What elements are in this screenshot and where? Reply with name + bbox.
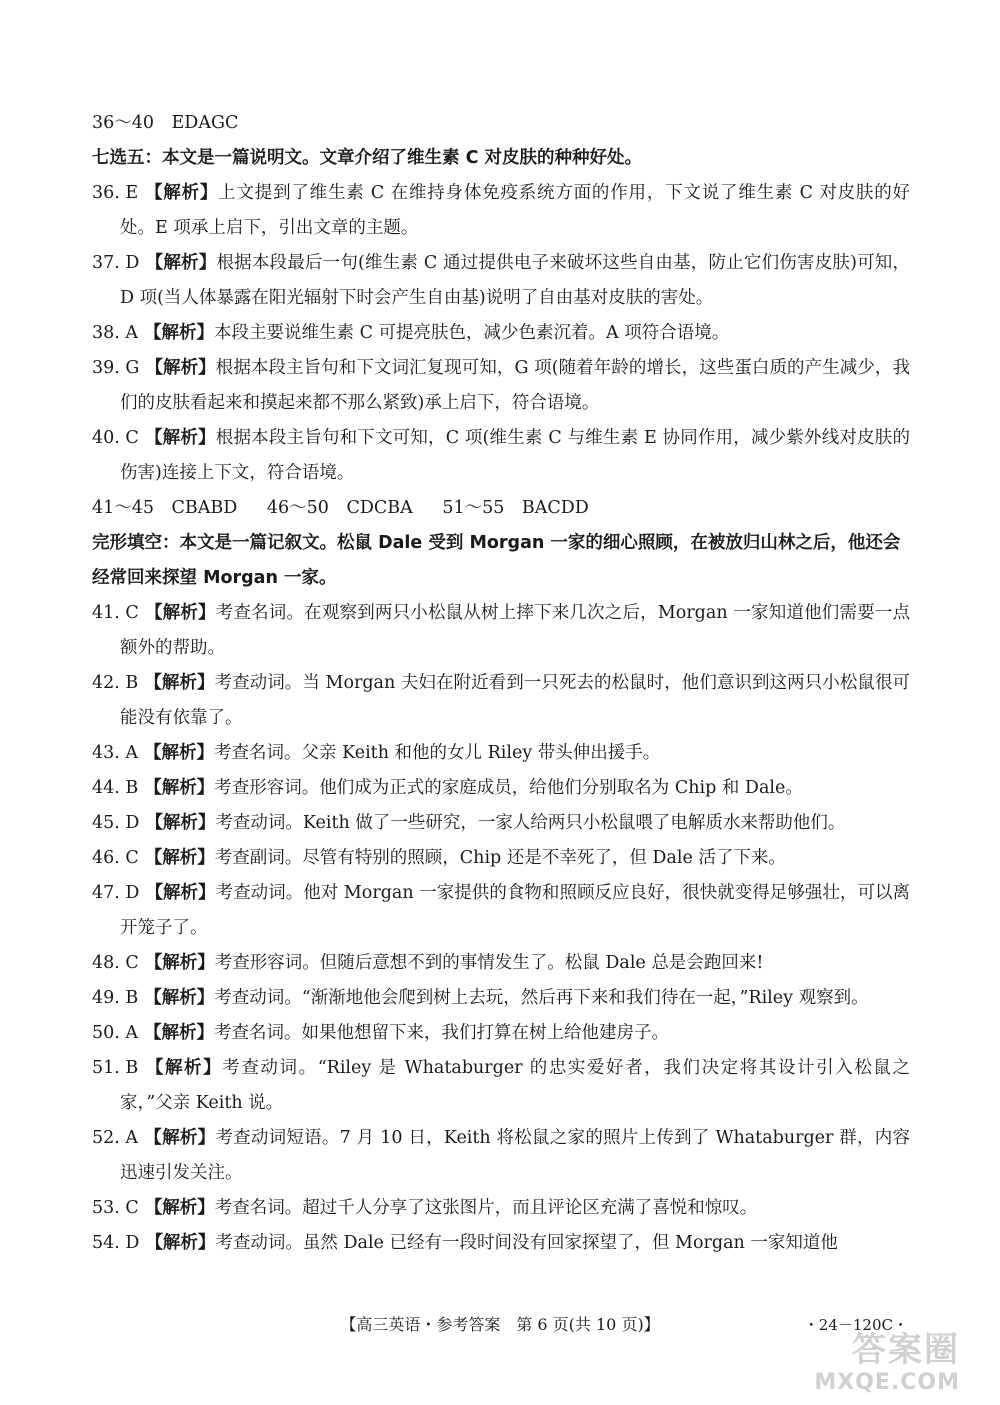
analysis-tag: 【解析】 xyxy=(144,323,215,343)
item-number: 41. C xyxy=(92,603,139,623)
item-number: 53. C xyxy=(92,1198,139,1218)
answer-line-36-40: 36～40 EDAGC xyxy=(92,113,239,133)
analysis-tag: 【解析】 xyxy=(144,1198,215,1218)
analysis-text: 上文提到了维生素 C 在维持身体免疫系统方面的作用，下文说了维生素 C 对皮肤的好处。E 项承上启下，引出文章的主题。 xyxy=(120,183,911,238)
analysis-tag: 【解析】 xyxy=(144,1128,216,1148)
analysis-text: 考查名词。在观察到两只小松鼠从树上摔下来几次之后，Morgan 一家知道他们需要一点额外的帮助。 xyxy=(120,603,911,658)
analysis-text: 考查动词。“Riley 是 Whataburger 的忠实爱好者，我们决定将其设计引入松鼠之家，”父亲 Keith 说。 xyxy=(120,1058,910,1113)
section2-item-list xyxy=(92,596,910,1261)
paper-code: ・24－120C・ xyxy=(803,1316,908,1334)
section-heading-cloze: 完形填空：本文是一篇记叙文。松鼠 Dale 受到 Morgan 一家的细心照顾，在被放归山林之后，他还会经常回来探望 Morgan 一家。 xyxy=(92,533,901,588)
analysis-tag: 【解析】 xyxy=(144,603,216,623)
analysis-text: 考查动词。当 Morgan 夫妇在附近看到一只死去的松鼠时，他们意识到这两只小松鼠很可能没有依靠了。 xyxy=(120,673,910,728)
analysis-item xyxy=(92,316,910,351)
watermark-logo xyxy=(760,1330,960,1400)
item-number: 37. D xyxy=(92,253,140,273)
page-footer: 【高三英语・参考答案 第 6 页(共 10 页)】 xyxy=(340,1315,660,1334)
analysis-tag: 【解析】 xyxy=(144,1058,223,1078)
analysis-text: 考查名词。父亲 Keith 和他的女儿 Riley 带头伸出援手。 xyxy=(214,743,661,763)
item-number: 40. C xyxy=(92,428,139,448)
analysis-tag: 【解析】 xyxy=(144,988,215,1008)
item-number: 42. B xyxy=(92,673,139,693)
analysis-item xyxy=(92,736,910,771)
analysis-item xyxy=(92,1016,910,1051)
analysis-item xyxy=(92,946,910,981)
analysis-tag: 【解析】 xyxy=(144,673,215,693)
analysis-item xyxy=(92,176,910,246)
analysis-item xyxy=(92,771,910,806)
analysis-item xyxy=(92,1121,910,1191)
item-number: 48. C xyxy=(92,953,139,973)
analysis-text: 考查副词。尽管有特别的照顾，Chip 还是不幸死了，但 Dale 活了下来。 xyxy=(214,848,786,868)
analysis-text: 考查动词。Keith 做了一些研究，一家人给两只小松鼠喂了电解质水来帮助他们。 xyxy=(215,813,846,833)
analysis-item xyxy=(92,596,910,666)
analysis-item xyxy=(92,981,910,1016)
item-number: 39. G xyxy=(92,358,140,378)
section1-item-list xyxy=(92,176,910,491)
analysis-tag: 【解析】 xyxy=(144,743,215,763)
item-number: 45. D xyxy=(92,813,140,833)
analysis-tag: 【解析】 xyxy=(144,848,215,868)
analysis-tag: 【解析】 xyxy=(144,183,219,203)
analysis-tag: 【解析】 xyxy=(145,1233,216,1253)
analysis-text: 本段主要说维生素 C 可提亮肤色，减少色素沉着。A 项符合语境。 xyxy=(214,323,730,343)
answer-group-41-45: 41～45 CBABD xyxy=(92,498,238,518)
analysis-text: 考查动词。“渐渐地他会爬到树上去玩，然后再下来和我们待在一起，”Riley 观察到。 xyxy=(214,988,869,1008)
item-number: 43. A xyxy=(92,743,139,763)
item-number: 36. E xyxy=(92,183,139,203)
answer-group-51-55: 51～55 BACDD xyxy=(442,498,589,518)
analysis-tag: 【解析】 xyxy=(144,428,216,448)
analysis-item xyxy=(92,666,910,736)
analysis-item xyxy=(92,1226,910,1261)
item-number: 52. A xyxy=(92,1128,139,1148)
analysis-text: 考查动词。他对 Morgan 一家提供的食物和照顾反应良好，很快就变得足够强壮，可以离开笼子了。 xyxy=(120,883,910,938)
analysis-tag: 【解析】 xyxy=(144,953,215,973)
analysis-item xyxy=(92,806,910,841)
analysis-text: 考查动词短语。7 月 10 日，Keith 将松鼠之家的照片上传到了 Whataburger 群，内容迅速引发关注。 xyxy=(120,1128,911,1183)
analysis-item xyxy=(92,1191,910,1226)
analysis-item xyxy=(92,1051,910,1121)
item-number: 46. C xyxy=(92,848,139,868)
item-number: 38. A xyxy=(92,323,139,343)
item-number: 49. B xyxy=(92,988,139,1008)
watermark-logo-text: 答案圈 xyxy=(852,1330,960,1370)
item-number: 47. D xyxy=(92,883,140,903)
watermark-site-text: MXQE.COM xyxy=(814,1370,960,1395)
analysis-text: 根据本段最后一句(维生素 C 通过提供电子来破坏这些自由基，防止它们伤害皮肤)可知，D 项(当人体暴露在阳光辐射下时会产生自由基)说明了自由基对皮肤的害处。 xyxy=(120,253,911,308)
page-content xyxy=(92,106,910,1261)
analysis-text: 考查动词。虽然 Dale 已经有一段时间没有回家探望了，但 Morgan 一家知道他 xyxy=(215,1233,838,1253)
analysis-tag: 【解析】 xyxy=(144,1023,215,1043)
answer-line-41-55 xyxy=(92,491,910,526)
analysis-item xyxy=(92,351,910,421)
analysis-text: 根据本段主旨句和下文可知，C 项(维生素 C 与维生素 E 协同作用，减少紫外线对皮肤的伤害)连接上下文，符合语境。 xyxy=(120,428,910,483)
item-number: 50. A xyxy=(92,1023,139,1043)
item-number: 54. D xyxy=(92,1233,140,1253)
answer-group-46-50: 46～50 CDCBA xyxy=(266,498,413,518)
analysis-tag: 【解析】 xyxy=(145,813,216,833)
analysis-item xyxy=(92,421,910,491)
analysis-item xyxy=(92,841,910,876)
item-number: 44. B xyxy=(92,778,139,798)
analysis-tag: 【解析】 xyxy=(145,253,217,273)
analysis-text: 考查形容词。但随后意想不到的事情发生了。松鼠 Dale 总是会跑回来! xyxy=(214,953,764,973)
analysis-text: 考查名词。超过千人分享了这张图片，而且评论区充满了喜悦和惊叹。 xyxy=(214,1198,758,1218)
section-heading-seven-choose-five: 七选五：本文是一篇说明文。文章介绍了维生素 C 对皮肤的种种好处。 xyxy=(92,148,643,168)
analysis-item xyxy=(92,876,910,946)
analysis-text: 根据本段主旨句和下文词汇复现可知，G 项(随着年龄的增长，这些蛋白质的产生减少，我们的皮肤看起来和摸起来都不那么紧致)承上启下，符合语境。 xyxy=(120,358,910,413)
analysis-item xyxy=(92,246,910,316)
analysis-tag: 【解析】 xyxy=(145,883,216,903)
analysis-tag: 【解析】 xyxy=(145,358,216,378)
analysis-text: 考查名词。如果他想留下来，我们打算在树上给他建房子。 xyxy=(214,1023,670,1043)
analysis-text: 考查形容词。他们成为正式的家庭成员，给他们分别取名为 Chip 和 Dale。 xyxy=(214,778,803,798)
analysis-tag: 【解析】 xyxy=(144,778,215,798)
item-number: 51. B xyxy=(92,1058,139,1078)
